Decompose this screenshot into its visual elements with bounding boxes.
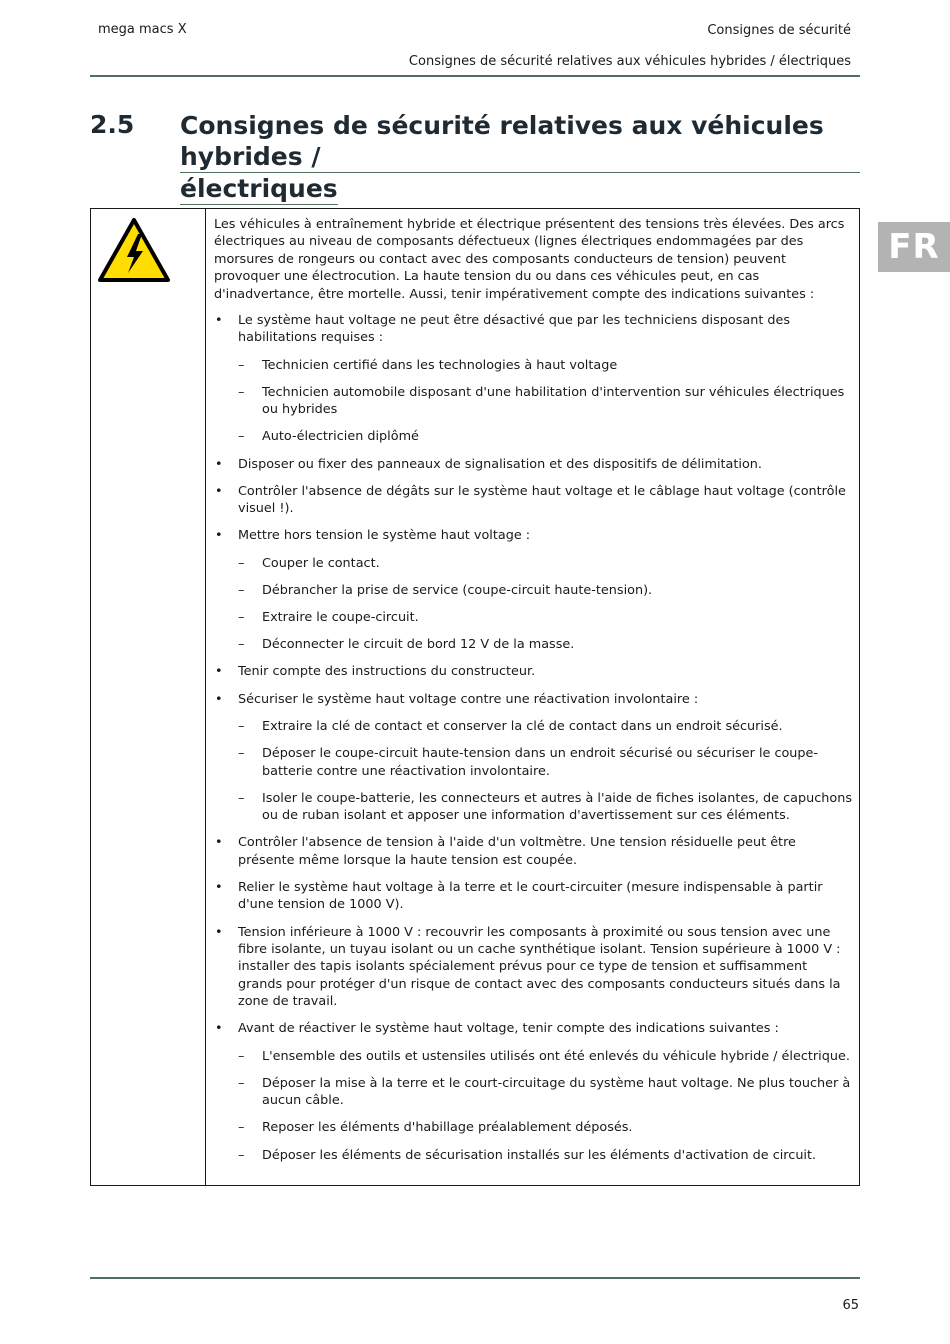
high-voltage-warning-icon [97, 217, 171, 283]
safety-notice-box [90, 208, 860, 1186]
notice-text [214, 216, 854, 1174]
bullet-item: • Contrôler l'absence de dégâts sur le système haut voltage et le câblage haut voltage (contrôle visuel !). [214, 483, 854, 518]
intro-paragraph: Les véhicules à entraînement hybride et électrique présentent des tensions très élevées. Des arcs électriques au niveau de composants défectueux (lignes électriques endommagées par des morsures de rongeurs ou contact avec des composants conducteurs de tension) peuvent provoquer une électrocution. La haute tension du ou dans ces véhicules peut, en cas d'inadvertance, être mortelle. Aussi, tenir impérativement compte des indications suivantes : [214, 217, 845, 302]
sub-item: – Extraire la clé de contact et conserver la clé de contact dans un endroit sécurisé. [214, 718, 854, 735]
section-number: 2.5 [90, 110, 135, 139]
sub-item: – Couper le contact. [214, 555, 854, 572]
header-divider [90, 75, 860, 77]
bullet-item: • Contrôler l'absence de tension à l'aide d'un voltmètre. Une tension résiduelle peut être présente même lorsque la haute tension est coupée. [214, 834, 854, 869]
sub-item: – Déposer le coupe-circuit haute-tension dans un endroit sécurisé ou sécuriser le coupe-batterie contre une réactivation involontaire. [214, 745, 854, 780]
page-number: 65 [842, 1298, 859, 1313]
header-product-name: mega macs X [98, 22, 187, 37]
footer-divider [90, 1277, 860, 1279]
sub-item: – Débrancher la prise de service (coupe-circuit haute-tension). [214, 582, 854, 599]
sub-item: – Technicien certifié dans les technologies à haut voltage [214, 357, 854, 374]
bullet-item: • Mettre hors tension le système haut voltage : [214, 527, 854, 544]
sub-item: – Déconnecter le circuit de bord 12 V de la masse. [214, 636, 854, 653]
bullet-item: • Sécuriser le système haut voltage contre une réactivation involontaire : [214, 691, 854, 708]
bullet-item: • Tenir compte des instructions du constructeur. [214, 663, 854, 680]
sub-item: – Extraire le coupe-circuit. [214, 609, 854, 626]
bullet-item: • Avant de réactiver le système haut voltage, tenir compte des indications suivantes : [214, 1020, 854, 1037]
section-heading-line-2: électriques [180, 174, 338, 203]
icon-column [91, 209, 206, 1185]
sub-item: – Déposer les éléments de sécurisation installés sur les éléments d'activation de circuit. [214, 1147, 854, 1164]
bullet-item: • Disposer ou fixer des panneaux de signalisation et des dispositifs de délimitation. [214, 456, 854, 473]
section-heading-line-1: Consignes de sécurité relatives aux véhicules hybrides / [180, 110, 860, 173]
sub-item: – L'ensemble des outils et ustensiles utilisés ont été enlevés du véhicule hybride / électrique. [214, 1048, 854, 1065]
header-section-title: Consignes de sécurité relatives aux véhicules hybrides / électriques [408, 54, 851, 69]
instruction-list [214, 312, 854, 1164]
language-tab: FR [878, 222, 950, 272]
bullet-item: • Le système haut voltage ne peut être désactivé que par les techniciens disposant des habilitations requises : [214, 312, 854, 347]
bullet-item: • Tension inférieure à 1000 V : recouvrir les composants à proximité ou sous tension avec une fibre isolante, un tuyau isolant ou un cache synthétique isolant. Tension supérieure à 1000 V : installer des tapis isolants spécialement prévus pour ce type de tension et suffisamment grands pour protéger d'un risque de contact avec des composants conducteurs situés dans la zone de travail. [214, 924, 854, 1011]
sub-item: – Isoler le coupe-batterie, les connecteurs et autres à l'aide de fiches isolantes, de capuchons ou de ruban isolant et apposer une information d'avertissement sur ces éléments. [214, 790, 854, 825]
sub-item: – Déposer la mise à la terre et le court-circuitage du système haut voltage. Ne plus toucher à aucun câble. [214, 1075, 854, 1110]
sub-item: – Technicien automobile disposant d'une habilitation d'intervention sur véhicules électriques ou hybrides [214, 384, 854, 419]
bullet-item: • Relier le système haut voltage à la terre et le court-circuiter (mesure indispensable à partir d'une tension de 1000 V). [214, 879, 854, 914]
sub-item: – Auto-électricien diplômé [214, 428, 854, 445]
header-chapter-title: Consignes de sécurité [707, 23, 851, 38]
sub-item: – Reposer les éléments d'habillage préalablement déposés. [214, 1119, 854, 1136]
section-heading [180, 110, 860, 205]
